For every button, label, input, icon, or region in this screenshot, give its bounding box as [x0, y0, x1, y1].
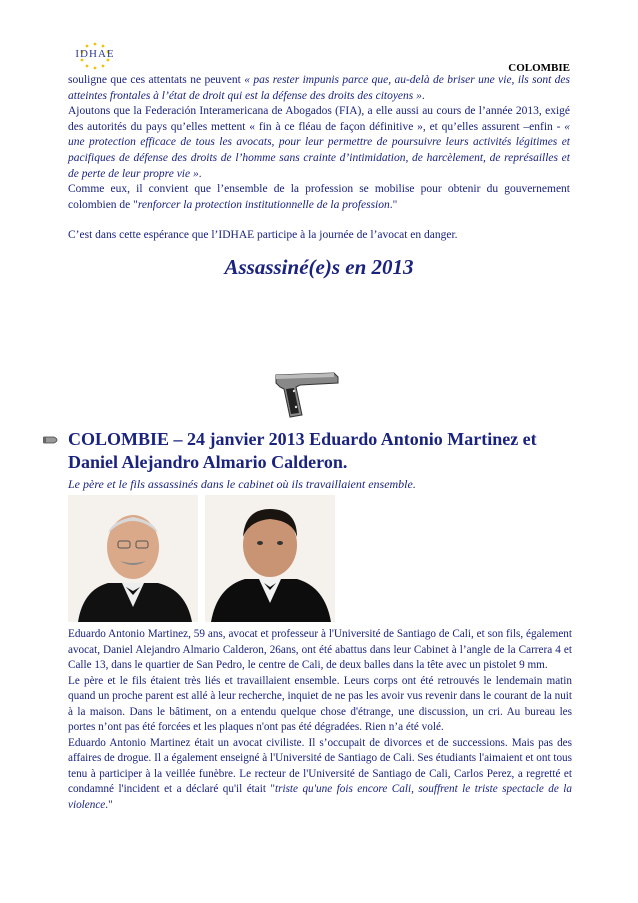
portrait-father-image: [68, 495, 198, 622]
portrait-son-image: [205, 495, 335, 622]
intro-paragraph-1: souligne que ces attentats ne peuvent « pas rester impunis parce que, au-delà de briser une vie, ils sont des atteintes frontales à l’état de droit qui est la défense des droits des citoyens ».: [68, 74, 570, 102]
section-title: Assassiné(e)s en 2013: [224, 255, 414, 279]
photo-eduardo: [68, 495, 198, 622]
case-paragraph-3: Eduardo Antonio Martinez était un avocat civiliste. Il s’occupait de divorces et de successions. Mais pas des affaires de drogue. Il a également enseigné à l'Université de Santiago de Cali. Ses étudiants l'aimaient et ont tous tenu à participer à la veillée funèbre. Le recteur de l'Université de Santiago de Cali, Carlos Perez, a regretté et condamné l'incident et a déclaré qu'il était "triste qu'une fois encore Cali, souffrent le triste spectacle de la violence.": [68, 736, 572, 811]
bullet-icon: [42, 434, 62, 446]
case-paragraph-2: Le père et le fils étaient très liés et travaillaient ensemble. Leurs corps ont été retrouvés le lendemain matin quand un proche parent est allé à leur recherche, inquiet de ne pas les avoir vus revenir dans le courant de la nuit à la maison. Dans le bâtiment, on a entendu quelque chose d'étrange, une discussion, un cri. Au bureau les portes n’ont pas été forcées et les plaques n'ont pas été dégradées. Rien n’a été volé.: [68, 674, 572, 733]
photo-daniel: [205, 495, 335, 622]
country-header: COLOMBIE: [508, 62, 570, 74]
intro-text: [68, 73, 570, 244]
case-heading: COLOMBIE – 24 janvier 2013 Eduardo Antonio Martinez et Daniel Alejandro Almario Calderon.: [68, 429, 537, 472]
idhae-logo: [64, 40, 126, 72]
logo-text: IDHAE: [75, 48, 115, 60]
case-paragraph-1: Eduardo Antonio Martinez, 59 ans, avocat et professeur à l'Université de Santiago de Cali, et son fils, également avocat, Daniel Alejandro Almario Calderon, 26ans, ont été abattus dans leur Cabinet à l’angle de la Carrera 4 et Calle 13, dans le quartier de San Pedro, le centre de Cali, de deux balles dans la tête avec un pistolet 9 mm.: [68, 628, 572, 671]
intro-paragraph-4: C’est dans cette espérance que l’IDHAE participe à la journée de l’avocat en danger.: [68, 229, 458, 242]
case-subheading: Le père et le fils assassinés dans le cabinet où ils travaillaient ensemble.: [68, 477, 416, 491]
intro-paragraph-2: Ajoutons que la Federación Interamericana de Abogados (FIA), a elle aussi au cours de l’année 2013, exigé des autorités du pays qu’elles mettent « fin à ce fléau de façon définitive », et qu’elles assurent –enfin - « une protection efficace de tous les avocats, pour leur permettre de poursuivre leurs activités légitimes et pacifiques de défense des droits de l’homme sans crainte d’intimidation, de harcèlement, de représailles et de perte de leur propre vie ».: [68, 105, 570, 180]
case-body: [68, 627, 572, 813]
intro-paragraph-3: Comme eux, il convient que l’ensemble de la profession se mobilise pour obtenir du gouvernement colombien de "renforcer la protection institutionnelle de la profession.": [68, 183, 570, 211]
pistol-icon: [272, 367, 342, 422]
